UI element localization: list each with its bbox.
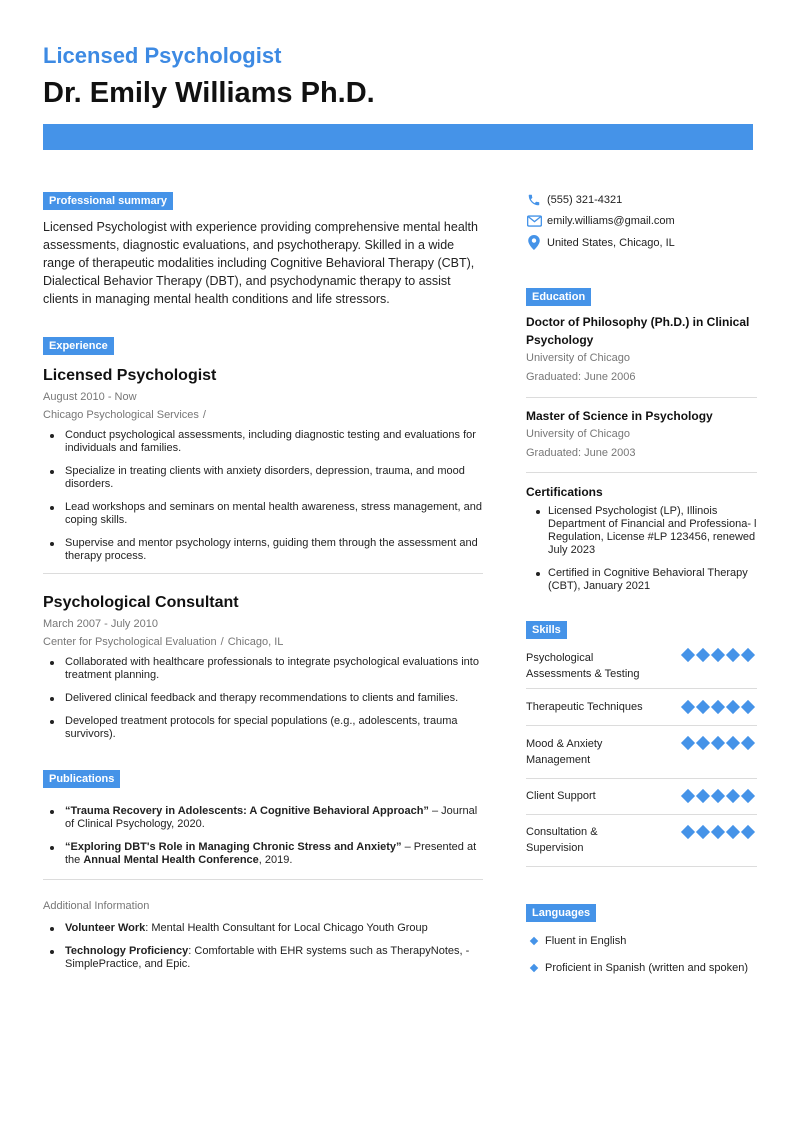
education-degree: Master of Science in Psychology [526,408,713,423]
language-item [526,934,757,948]
certifications-heading: Certifications [526,484,603,499]
job-entry-dates: March 2007 - July 2010 [43,618,158,630]
additional-item-label: Technology Proficiency [65,945,189,957]
publication-detail: – Presented at the [65,841,477,866]
education-school: University of Chicago [526,427,630,440]
summary-heading: Professional summary [43,192,173,210]
language-item [526,961,757,975]
certifications-list [526,505,757,593]
job-entry-bullets [43,429,483,563]
list-item [43,922,483,935]
job-entry-company-line [43,633,483,651]
contact-email [526,211,757,233]
divider [43,879,483,880]
skill-row [526,815,757,867]
skill-diamond-icon [726,789,740,803]
diamond-bullet-icon [530,963,538,971]
education-degree: Doctor of Philosophy (Ph.D.) in Clinical Psychology [526,314,750,347]
skill-diamond-icon [726,647,740,661]
left-column [43,191,483,981]
education-school: University of Chicago [526,351,630,364]
skill-diamond-icon [711,824,725,838]
skill-row [526,645,757,689]
location-pin-icon [526,235,542,251]
publications-list [43,805,483,867]
skills-list [526,645,757,867]
list-item: Delivered clinical feedback and therapy recommendations to clients and families. [43,692,483,705]
skill-diamond-icon [741,789,755,803]
separator: / [202,409,206,421]
skill-rating [683,702,753,712]
job-entry [43,366,483,563]
skill-diamond-icon [726,699,740,713]
skill-name: Therapeutic Techniques [526,700,643,713]
job-entry-location: Chicago, IL [227,636,284,648]
skill-diamond-icon [696,789,710,803]
skill-row [526,689,757,726]
skill-diamond-icon [741,735,755,749]
job-entry-company: Chicago Psychological Services [43,409,199,421]
skill-diamond-icon [711,647,725,661]
contact-email-text: emily.williams@gmail.com [547,215,675,228]
job-entry-title: Licensed Psychologist [43,367,217,384]
skill-row [526,726,757,779]
divider [526,472,757,473]
education-heading: Education [526,288,591,306]
list-item: Specialize in treating clients with anxiety disorders, depression, trauma, and mood disorders. [43,465,483,491]
list-item: Conduct psychological assessments, including diagnostic testing and evaluations for individuals and families. [43,429,483,455]
experience-heading: Experience [43,337,114,355]
skill-diamond-icon [741,699,755,713]
list-item: Collaborated with healthcare professionals to integrate psychological evaluations into treatment planning. [43,656,483,682]
contact-location-text: United States, Chicago, IL [547,236,675,249]
contact-phone [526,189,757,211]
header-banner [43,124,753,150]
education-graduated: Graduated: June 2003 [526,446,636,459]
publication-detail: – Journal of Clinical Psychology, 2020. [65,805,478,830]
skill-diamond-icon [696,735,710,749]
skill-diamond-icon [741,824,755,838]
publication-venue: Annual Mental Health Conference [83,854,259,866]
publication-detail: , 2019. [258,854,293,866]
additional-item-text: : Comfortable with EHR systems such as TherapyNotes, - SimplePractice, and Epic. [65,945,470,970]
skill-diamond-icon [726,735,740,749]
list-item [43,841,483,867]
skill-diamond-icon [741,647,755,661]
list-item: Supervise and mentor psychology interns, guiding them through the assessment and therapy process. [43,537,483,563]
job-entry [43,593,483,741]
skill-name: Psychological Assessments & Testing [526,652,640,680]
separator: / [220,636,224,648]
publication-title: “Trauma Recovery in Adolescents: A Cognitive Behavioral Approach” [65,805,429,817]
skill-rating [683,827,753,837]
divider [526,397,757,398]
email-icon [526,213,542,229]
candidate-name: Dr. Emily Williams Ph.D. [43,77,375,109]
skill-row [526,779,757,815]
skill-name: Client Support [526,790,596,802]
skill-diamond-icon [711,735,725,749]
skill-rating [683,650,753,660]
job-entry-bullets [43,656,483,741]
job-entry-dates: August 2010 - Now [43,391,137,403]
contact-location [526,232,757,254]
list-item: Developed treatment protocols for special populations (e.g., adolescents, trauma survivors). [43,715,483,741]
skill-name: Consultation & Supervision [526,826,598,854]
languages-heading: Languages [526,904,596,922]
right-column [526,189,757,975]
education-entry [526,313,757,387]
skills-heading: Skills [526,621,567,639]
additional-item-text: : Mental Health Consultant for Local Chicago Youth Group [145,922,428,934]
education-graduated: Graduated: June 2006 [526,370,636,383]
skill-diamond-icon [681,735,695,749]
language-text: Proficient in Spanish (written and spoken) [545,961,748,974]
summary-text: Licensed Psychologist with experience providing comprehensive mental health assessments, diagnostic evaluations, and psychotherapy. Skilled in a wide range of therapeutic modalities including Cognitive Behavioral Therapy (CBT), Dialectical Behavior Therapy (DBT), and psychodynamic therapy to assist clients in managing mental health conditions and life stressors. [43,220,478,306]
skill-diamond-icon [681,699,695,713]
list-item [43,945,483,971]
additional-info-list [43,922,483,971]
skill-diamond-icon [681,789,695,803]
additional-item-label: Volunteer Work [65,922,146,934]
job-entry-title: Psychological Consultant [43,594,239,611]
skill-rating [683,738,753,748]
publications-heading: Publications [43,770,120,788]
skill-diamond-icon [711,789,725,803]
phone-icon [526,192,542,208]
job-title: Licensed Psychologist [43,43,282,68]
list-item: Lead workshops and seminars on mental health awareness, stress management, and coping skills. [43,501,483,527]
resume-header [43,42,753,150]
job-entry-company: Center for Psychological Evaluation [43,636,217,648]
skill-name: Mood & Anxiety Management [526,737,603,766]
skill-rating [683,791,753,801]
education-entry [526,407,757,463]
list-item [43,805,483,831]
list-item: Certified in Cognitive Behavioral Therapy (CBT), January 2021 [526,567,757,593]
skill-diamond-icon [681,824,695,838]
languages-list [526,934,757,975]
divider [43,573,483,574]
skill-diamond-icon [696,699,710,713]
skill-diamond-icon [711,699,725,713]
additional-info-heading: Additional Information [43,900,150,912]
list-item: Licensed Psychologist (LP), Illinois Department of Financial and Professiona- l Regulation, License #LP 123456, renewed July 2023 [526,505,757,557]
skill-diamond-icon [726,824,740,838]
diamond-bullet-icon [530,936,538,944]
contact-phone-text: (555) 321-4321 [547,193,623,206]
publication-title: “Exploring DBT's Role in Managing Chronic Stress and Anxiety” [65,841,402,853]
skill-diamond-icon [696,824,710,838]
job-entry-company-line [43,406,483,424]
language-text: Fluent in English [545,934,627,947]
skill-diamond-icon [681,647,695,661]
skill-diamond-icon [696,647,710,661]
